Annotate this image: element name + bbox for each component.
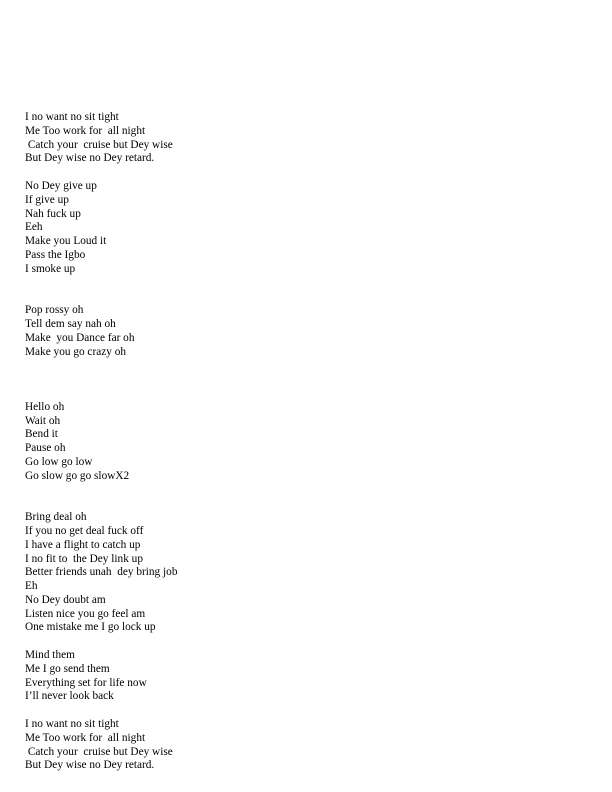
lyric-line: But Dey wise no Dey retard. <box>25 152 155 165</box>
blank-line <box>25 635 585 649</box>
blank-line <box>25 277 585 291</box>
lyric-line: I no fit to the Dey link up <box>25 552 143 565</box>
lyric-line: I’ll never look back <box>25 690 114 703</box>
lyric-line: Me Too work for all night <box>25 124 146 137</box>
lyric-line: Bring deal oh <box>25 511 87 524</box>
blank-line <box>25 359 585 373</box>
lyric-line: Catch your cruise but Dey wise <box>25 745 173 758</box>
lyric-line: Me Too work for all night <box>25 731 146 744</box>
lyric-line: Eh <box>25 580 38 593</box>
blank-line <box>25 373 585 387</box>
lyric-line: Pause oh <box>25 442 66 455</box>
lyric-line: No Dey give up <box>25 179 97 192</box>
blank-line <box>25 484 585 498</box>
lyric-line: I have a flight to catch up <box>25 538 141 551</box>
lyric-line: Bend it <box>25 428 58 441</box>
lyric-line: I no want no sit tight <box>25 718 119 731</box>
lyric-line: One mistake me I go lock up <box>25 621 156 634</box>
lyric-line: Make you go crazy oh <box>25 345 127 358</box>
blank-line <box>25 497 585 511</box>
lyric-line: I no want no sit tight <box>25 111 119 123</box>
lyric-line: Eeh <box>25 221 43 234</box>
lyric-line: Go low go low <box>25 455 93 468</box>
lyric-line: I smoke up <box>25 262 76 275</box>
lyric-line: Mind them <box>25 649 75 662</box>
lyric-line: Better friends unah dey bring job <box>25 566 178 579</box>
blank-line <box>25 166 585 180</box>
lyric-line: Make you Loud it <box>25 235 107 248</box>
lyric-line: But Dey wise no Dey retard. <box>25 759 155 772</box>
lyric-line: If you no get deal fuck off <box>25 524 144 537</box>
lyric-line: Listen nice you go feel am <box>25 607 146 620</box>
lyric-line: Nah fuck up <box>25 207 81 220</box>
lyric-line: No Dey doubt am <box>25 593 106 606</box>
blank-line <box>25 704 585 718</box>
lyric-line: Tell dem say nah oh <box>25 317 116 330</box>
lyric-line: Make you Dance far oh <box>25 331 135 344</box>
blank-line <box>25 290 585 304</box>
lyric-line: Go slow go go slowX2 <box>25 469 130 482</box>
lyric-line: Catch your cruise but Dey wise <box>25 138 173 151</box>
lyric-line: Pop rossy oh <box>25 304 84 317</box>
blank-line <box>25 387 585 401</box>
lyric-line: Pass the Igbo <box>25 248 86 261</box>
lyric-line: Me I go send them <box>25 662 110 675</box>
lyric-line: Wait oh <box>25 414 61 427</box>
lyric-line: Hello oh <box>25 400 65 413</box>
lyrics-text-block <box>25 111 585 773</box>
lyric-line: Everything set for life now <box>25 676 147 689</box>
lyric-line: If give up <box>25 193 69 206</box>
